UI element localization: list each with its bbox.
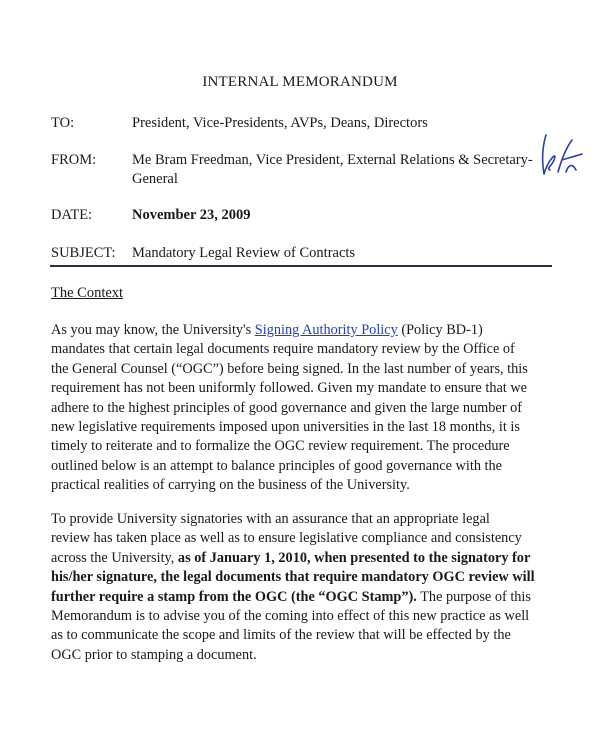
date-value: November 23, 2009 bbox=[132, 207, 251, 223]
subject-value: Mandatory Legal Review of Contracts bbox=[132, 245, 356, 261]
paragraph-2 bbox=[51, 510, 556, 665]
signing-authority-policy-link[interactable]: Signing Authority Policy bbox=[254, 322, 398, 338]
to-label: TO: bbox=[51, 115, 75, 131]
paragraph-1-line: adhere to the highest principles of good governance and given the large number of bbox=[51, 399, 522, 416]
text-span: As you may know, the University's bbox=[51, 322, 255, 338]
from-value bbox=[132, 151, 532, 189]
paragraph-2-line: his/her signature, the legal documents that require mandatory OGC review will bbox=[51, 569, 535, 586]
paragraph-1 bbox=[51, 321, 556, 496]
memo-title: INTERNAL MEMORANDUM bbox=[202, 74, 398, 90]
from-value-line-2: General bbox=[132, 171, 178, 187]
text-span: (Policy BD-1) bbox=[397, 322, 483, 338]
paragraph-2-line: as to communicate the scope and limits of the review that will be effected by the bbox=[51, 627, 511, 644]
paragraph-1-line: new legislative requirements imposed upon universities in the last 18 months, it is bbox=[51, 419, 520, 436]
subject-label: SUBJECT: bbox=[51, 245, 116, 261]
date-label: DATE: bbox=[51, 207, 93, 223]
paragraph-1-line: timely to reiterate and to formalize the OGC review requirement. The procedure bbox=[51, 438, 510, 455]
paragraph-2-line bbox=[51, 549, 556, 568]
paragraph-1-line bbox=[51, 321, 556, 340]
paragraph-2-line: To provide University signatories with an assurance that an appropriate legal bbox=[51, 511, 490, 527]
handwritten-signature bbox=[536, 130, 586, 185]
from-value-line-1: Me Bram Freedman, Vice President, External Relations & Secretary- bbox=[132, 152, 533, 168]
bold-text-span: as of January 1, 2010, when presented to the signatory for bbox=[177, 549, 531, 566]
paragraph-1-line: practical realities of carrying on the business of the University. bbox=[51, 477, 410, 494]
paragraph-2-line: review has taken place as well as to ensure legislative compliance and consistency bbox=[51, 530, 522, 547]
to-value: President, Vice-Presidents, AVPs, Deans, Directors bbox=[132, 115, 428, 131]
section-heading-context: The Context bbox=[51, 285, 124, 301]
paragraph-1-line: outlined below is an attempt to balance principles of good governance with the bbox=[51, 457, 503, 474]
paragraph-1-line: mandates that certain legal documents require mandatory review by the Office of bbox=[51, 341, 515, 358]
from-label: FROM: bbox=[51, 152, 97, 168]
paragraph-2-line bbox=[51, 588, 556, 607]
text-span: The purpose of this bbox=[416, 588, 531, 605]
paragraph-2-line: OGC prior to stamping a document. bbox=[51, 646, 257, 663]
paragraph-2-line: Memorandum is to advise you of the coming into effect of this new practice as well bbox=[51, 608, 530, 625]
bold-text-span: further require a stamp from the OGC (the “OGC Stamp”). bbox=[51, 588, 417, 605]
header-divider bbox=[50, 265, 552, 267]
paragraph-1-line: the General Counsel (“OGC”) before being signed. In the last number of years, this bbox=[51, 360, 528, 377]
paragraph-1-line: requirement has not been uniformly followed. Given my mandate to ensure that we bbox=[51, 380, 528, 397]
text-span: across the University, bbox=[51, 549, 178, 566]
